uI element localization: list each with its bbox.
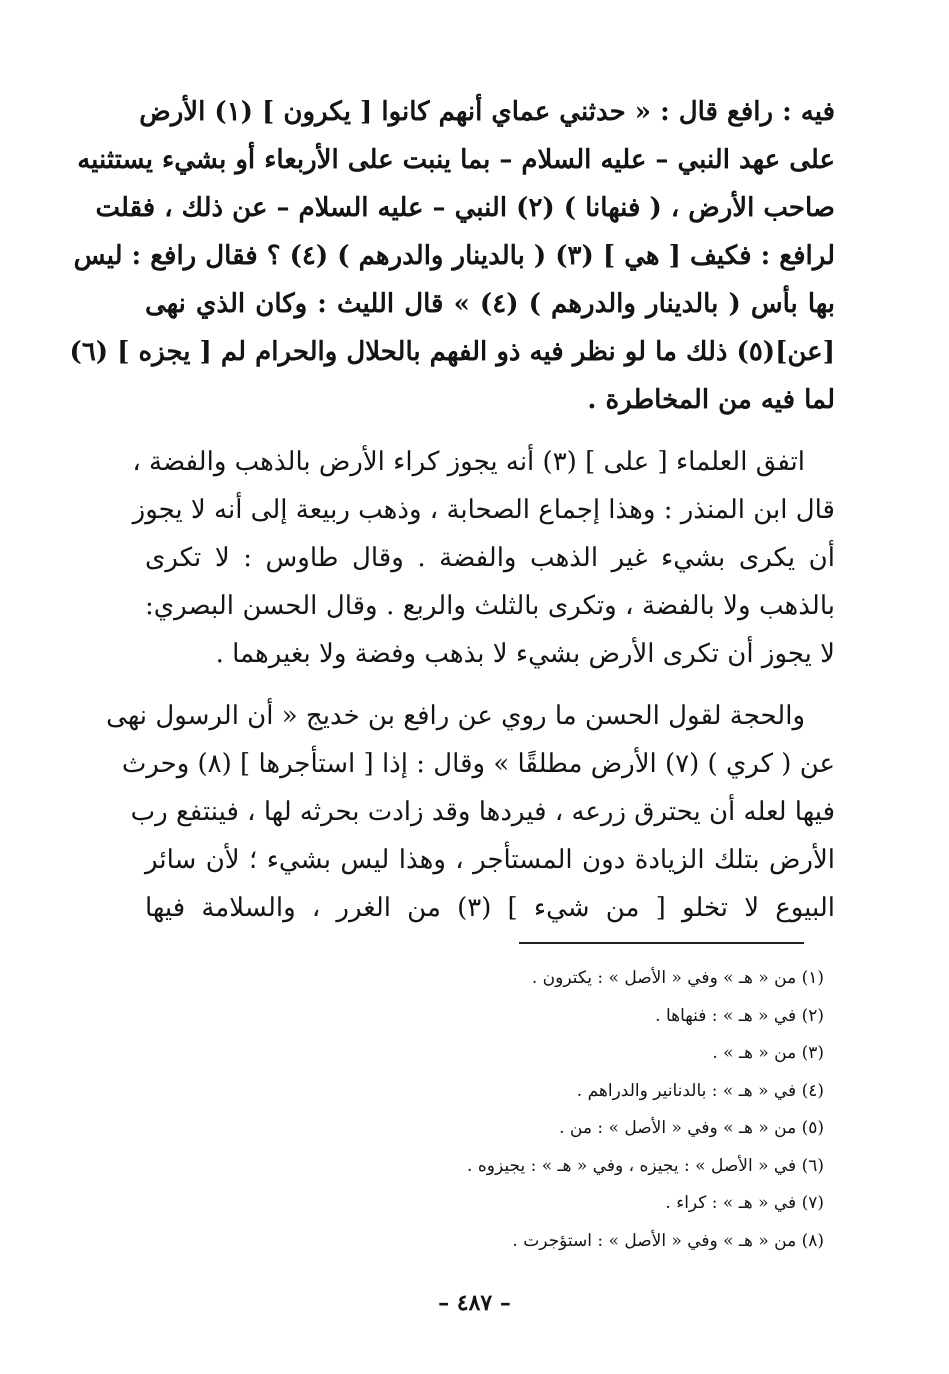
main-text (69, 88, 835, 932)
text-line: لما فيه من المخاطرة . (587, 385, 835, 415)
text-line: عن ( كري ) (٧) الأرض مطلقًا » وقال : إذا [ استأجرها ] (٨) وحرث (121, 749, 835, 779)
footnote-divider (519, 942, 804, 944)
text-line: فيه : رافع قال : « حدثني عماي أنهم كانوا [ يكرون ] (١) الأرض (139, 97, 835, 127)
text-line: لا يجوز أن تكرى الأرض بشيء لا بذهب وفضة ولا بغيرهما . (215, 639, 835, 669)
text-line: لرافع : فكيف [ هي ] (٣) ( بالدينار والدرهم ) (٤) ؟ فقال رافع : ليس (73, 241, 835, 271)
paragraph-3 (106, 692, 835, 932)
footnote: (٣) من « هـ » . (712, 1043, 824, 1063)
text-line: قال ابن المنذر : وهذا إجماع الصحابة ، وذهب ربيعة إلى أنه لا يجوز (132, 495, 835, 525)
text-line: [عن](٥) ذلك ما لو نظر فيه ذو الفهم بالحلال والحرام لم [ يجزه ] (٦) (69, 337, 835, 367)
footnote: (٢) في « هـ » : فنهاها . (655, 1005, 824, 1026)
text-line: فيها لعله أن يحترق زرعه ، فيردها وقد زادت بحرثه لها ، فينتفع رب (130, 797, 835, 827)
text-line: أن يكرى بشيء غير الذهب والفضة . وقال طاوس : لا تكرى (145, 543, 835, 573)
text-line: بالذهب ولا بالفضة ، وتكرى بالثلث والربع . وقال الحسن البصري: (145, 591, 835, 621)
footnote: (٧) في « هـ » : كراء . (665, 1193, 824, 1213)
paragraph-2 (132, 438, 835, 678)
footnotes (264, 960, 824, 1260)
paragraph-1 (69, 88, 835, 424)
text-line: بها بأس ( بالدينار والدرهم ) (٤) » قال الليث : وكان الذي نهى (145, 289, 835, 319)
footnote: (١) من « هـ » وفي « الأصل » : يكترون . (531, 968, 824, 988)
text-line: الأرض بتلك الزيادة دون المستأجر ، وهذا ليس بشيء ؛ لأن سائر (145, 845, 835, 875)
text-line: والحجة لقول الحسن ما روي عن رافع بن خديج « أن الرسول نهى (106, 701, 805, 731)
page-number: – ٤٨٧ – (438, 1290, 511, 1316)
footnote: (٨) من « هـ » وفي « الأصل » : استؤجرت . (512, 1230, 824, 1251)
text-line: على عهد النبي – عليه السلام – بما ينبت على الأربعاء أو بشيء يستثنيه (77, 145, 835, 175)
footnote: (٦) في « الأصل » : يجيزه ، وفي « هـ » : يجيزوه . (467, 1155, 824, 1176)
footnote: (٤) في « هـ » : بالدنانير والدراهم . (576, 1080, 824, 1101)
text-line: اتفق العلماء [ على ] (٣) أنه يجوز كراء الأرض بالذهب والفضة ، (132, 447, 805, 477)
text-line: البيوع لا تخلو [ من شيء ] (٣) من الغرر ، والسلامة فيها (145, 893, 835, 923)
footnote: (٥) من « هـ » وفي « الأصل » : من . (559, 1118, 824, 1138)
text-line: صاحب الأرض ، ( فنهانا ) (٢) النبي – عليه السلام – عن ذلك ، فقلت (95, 193, 835, 223)
